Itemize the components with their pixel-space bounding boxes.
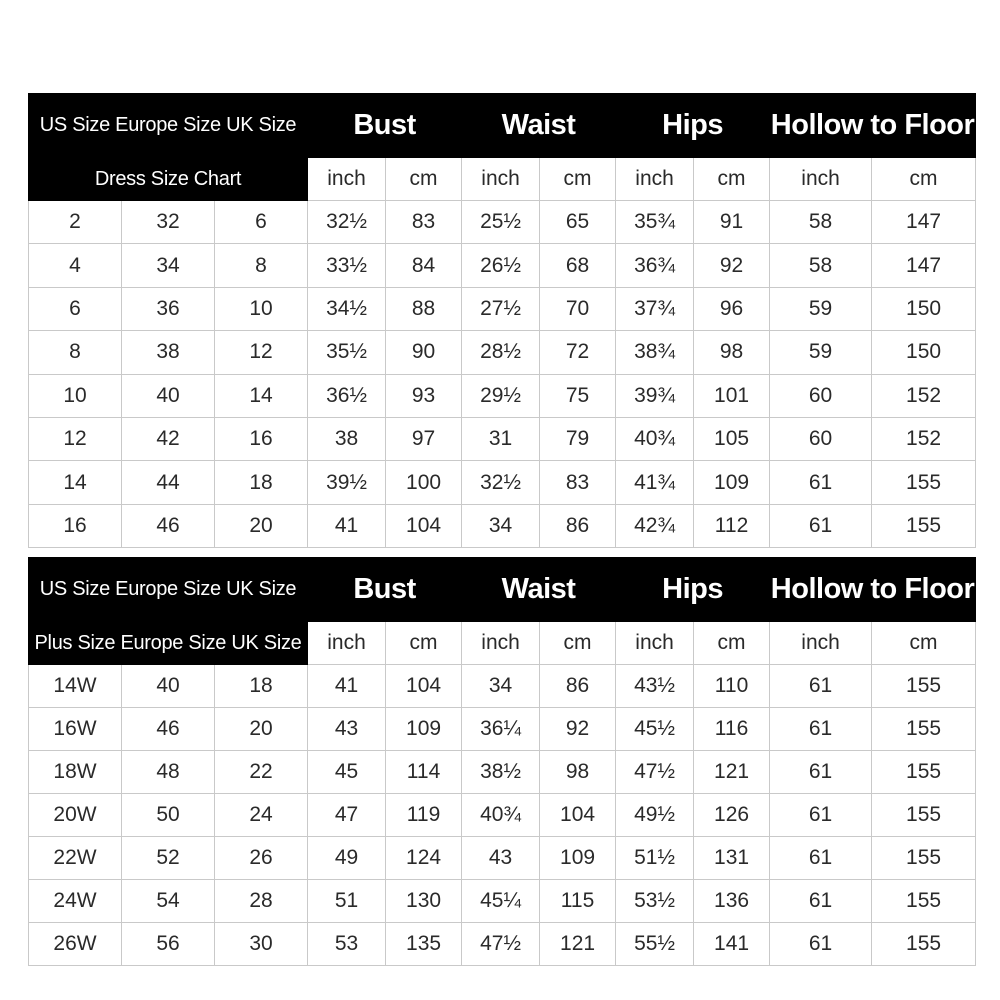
- table-cell: 24W: [29, 880, 122, 923]
- table-cell: 26: [215, 837, 308, 880]
- unit-cell: inch: [462, 158, 540, 201]
- table-cell: 40: [122, 374, 215, 417]
- table-row: [29, 461, 976, 504]
- table-cell: 121: [540, 923, 616, 966]
- table-cell: 61: [770, 751, 872, 794]
- hollow-to-floor-header: Hollow to Floor: [770, 558, 976, 622]
- table-cell: 155: [872, 665, 976, 708]
- chart-sub-label: Dress Size Chart: [29, 158, 308, 201]
- table-cell: 68: [540, 244, 616, 287]
- table-cell: 40¾: [616, 417, 694, 460]
- table-cell: 61: [770, 837, 872, 880]
- table-row: [29, 837, 976, 880]
- table-cell: 97: [386, 417, 462, 460]
- table-cell: 98: [540, 751, 616, 794]
- table-cell: 104: [540, 794, 616, 837]
- table-cell: 121: [694, 751, 770, 794]
- table-cell: 53: [308, 923, 386, 966]
- table-cell: 40: [122, 665, 215, 708]
- table-cell: 61: [770, 708, 872, 751]
- unit-cell: cm: [694, 158, 770, 201]
- table-cell: 37¾: [616, 287, 694, 330]
- table-cell: 4: [29, 244, 122, 287]
- table-cell: 70: [540, 287, 616, 330]
- table-cell: 98: [694, 331, 770, 374]
- table-cell: 38½: [462, 751, 540, 794]
- table-cell: 60: [770, 417, 872, 460]
- table-cell: 34: [122, 244, 215, 287]
- table-cell: 31: [462, 417, 540, 460]
- table-row: [29, 244, 976, 287]
- table-cell: 155: [872, 880, 976, 923]
- table-cell: 46: [122, 504, 215, 547]
- chart-sub-label: Plus Size Europe Size UK Size: [29, 622, 308, 665]
- table-cell: 38¾: [616, 331, 694, 374]
- table-cell: 92: [694, 244, 770, 287]
- table-cell: 131: [694, 837, 770, 880]
- table-cell: 12: [215, 331, 308, 374]
- table-cell: 55½: [616, 923, 694, 966]
- table-row: [29, 504, 976, 547]
- table-cell: 47: [308, 794, 386, 837]
- table-cell: 46: [122, 708, 215, 751]
- hips-header: Hips: [616, 94, 770, 158]
- table-cell: 155: [872, 504, 976, 547]
- table-cell: 25½: [462, 201, 540, 244]
- table-cell: 38: [308, 417, 386, 460]
- table-cell: 6: [29, 287, 122, 330]
- table-cell: 20: [215, 708, 308, 751]
- table-cell: 72: [540, 331, 616, 374]
- table-cell: 33½: [308, 244, 386, 287]
- bust-header: Bust: [308, 94, 462, 158]
- table-cell: 14W: [29, 665, 122, 708]
- table-cell: 155: [872, 751, 976, 794]
- table-cell: 44: [122, 461, 215, 504]
- table-cell: 6: [215, 201, 308, 244]
- hips-header: Hips: [616, 558, 770, 622]
- unit-cell: inch: [308, 158, 386, 201]
- table-cell: 26W: [29, 923, 122, 966]
- table-cell: 83: [540, 461, 616, 504]
- table-cell: 52: [122, 837, 215, 880]
- table-row: [29, 331, 976, 374]
- unit-cell: cm: [872, 158, 976, 201]
- table-cell: 92: [540, 708, 616, 751]
- table-cell: 22W: [29, 837, 122, 880]
- table-row: [29, 751, 976, 794]
- table-cell: 155: [872, 794, 976, 837]
- table-cell: 150: [872, 287, 976, 330]
- table-cell: 58: [770, 244, 872, 287]
- table-cell: 20W: [29, 794, 122, 837]
- table-cell: 110: [694, 665, 770, 708]
- table-cell: 101: [694, 374, 770, 417]
- table-row: [29, 665, 976, 708]
- table-cell: 43: [462, 837, 540, 880]
- bust-header: Bust: [308, 558, 462, 622]
- table-cell: 28: [215, 880, 308, 923]
- unit-cell: cm: [872, 622, 976, 665]
- unit-cell: inch: [616, 622, 694, 665]
- table-cell: 83: [386, 201, 462, 244]
- table-cell: 61: [770, 665, 872, 708]
- table-cell: 29½: [462, 374, 540, 417]
- table-cell: 34: [462, 665, 540, 708]
- table-cell: 36¾: [616, 244, 694, 287]
- table-cell: 155: [872, 461, 976, 504]
- table-cell: 60: [770, 374, 872, 417]
- table-cell: 24: [215, 794, 308, 837]
- table-cell: 27½: [462, 287, 540, 330]
- plus-size-chart-table: [28, 557, 976, 966]
- table-cell: 147: [872, 244, 976, 287]
- unit-cell: inch: [770, 622, 872, 665]
- table-cell: 152: [872, 374, 976, 417]
- table-cell: 8: [215, 244, 308, 287]
- table-cell: 12: [29, 417, 122, 460]
- table-cell: 20: [215, 504, 308, 547]
- table-cell: 56: [122, 923, 215, 966]
- waist-header: Waist: [462, 558, 616, 622]
- table-cell: 39¾: [616, 374, 694, 417]
- table-cell: 36: [122, 287, 215, 330]
- table-cell: 45¼: [462, 880, 540, 923]
- table-cell: 53½: [616, 880, 694, 923]
- size-system-label: US Size Europe Size UK Size: [29, 94, 308, 158]
- table-row: [29, 794, 976, 837]
- table-cell: 152: [872, 417, 976, 460]
- table-cell: 47½: [616, 751, 694, 794]
- table-cell: 86: [540, 504, 616, 547]
- table-cell: 84: [386, 244, 462, 287]
- table-cell: 32: [122, 201, 215, 244]
- table-row: [29, 417, 976, 460]
- table-cell: 16W: [29, 708, 122, 751]
- table-cell: 150: [872, 331, 976, 374]
- table-cell: 135: [386, 923, 462, 966]
- table-cell: 100: [386, 461, 462, 504]
- table-cell: 10: [215, 287, 308, 330]
- table-cell: 47½: [462, 923, 540, 966]
- table-cell: 65: [540, 201, 616, 244]
- table-row: [29, 201, 976, 244]
- table-cell: 109: [386, 708, 462, 751]
- table-cell: 104: [386, 665, 462, 708]
- table-cell: 41: [308, 665, 386, 708]
- table-cell: 22: [215, 751, 308, 794]
- table-row: [29, 374, 976, 417]
- table-cell: 91: [694, 201, 770, 244]
- table-cell: 18: [215, 665, 308, 708]
- unit-cell: inch: [308, 622, 386, 665]
- table-cell: 28½: [462, 331, 540, 374]
- unit-cell: cm: [540, 622, 616, 665]
- unit-cell: cm: [540, 158, 616, 201]
- table-cell: 41: [308, 504, 386, 547]
- table-cell: 93: [386, 374, 462, 417]
- table-cell: 105: [694, 417, 770, 460]
- table-cell: 155: [872, 837, 976, 880]
- table-cell: 147: [872, 201, 976, 244]
- table-cell: 116: [694, 708, 770, 751]
- table-cell: 49½: [616, 794, 694, 837]
- table-cell: 35½: [308, 331, 386, 374]
- table-row: [29, 287, 976, 330]
- dress-size-chart-table: [28, 93, 976, 548]
- table-cell: 34: [462, 504, 540, 547]
- unit-cell: cm: [694, 622, 770, 665]
- table-cell: 119: [386, 794, 462, 837]
- table-cell: 8: [29, 331, 122, 374]
- table-cell: 38: [122, 331, 215, 374]
- table-cell: 54: [122, 880, 215, 923]
- table-cell: 45½: [616, 708, 694, 751]
- hollow-to-floor-header: Hollow to Floor: [770, 94, 976, 158]
- unit-cell: cm: [386, 158, 462, 201]
- header-row: [29, 94, 976, 158]
- unit-row: [29, 158, 976, 201]
- table-cell: 61: [770, 461, 872, 504]
- header-row: [29, 558, 976, 622]
- table-cell: 30: [215, 923, 308, 966]
- table-cell: 109: [694, 461, 770, 504]
- table-cell: 126: [694, 794, 770, 837]
- table-cell: 61: [770, 794, 872, 837]
- table-cell: 16: [29, 504, 122, 547]
- table-cell: 50: [122, 794, 215, 837]
- table-cell: 109: [540, 837, 616, 880]
- table-cell: 18W: [29, 751, 122, 794]
- table-cell: 41¾: [616, 461, 694, 504]
- table-cell: 58: [770, 201, 872, 244]
- unit-cell: inch: [616, 158, 694, 201]
- table-cell: 40¾: [462, 794, 540, 837]
- table-cell: 32½: [308, 201, 386, 244]
- table-cell: 14: [29, 461, 122, 504]
- table-cell: 86: [540, 665, 616, 708]
- table-row: [29, 880, 976, 923]
- table-cell: 35¾: [616, 201, 694, 244]
- table-cell: 43: [308, 708, 386, 751]
- waist-header: Waist: [462, 94, 616, 158]
- table-cell: 115: [540, 880, 616, 923]
- table-cell: 61: [770, 923, 872, 966]
- table-cell: 16: [215, 417, 308, 460]
- table-cell: 51: [308, 880, 386, 923]
- table-cell: 36½: [308, 374, 386, 417]
- table-cell: 14: [215, 374, 308, 417]
- table-cell: 48: [122, 751, 215, 794]
- table-cell: 96: [694, 287, 770, 330]
- table-cell: 155: [872, 923, 976, 966]
- table-cell: 79: [540, 417, 616, 460]
- table-cell: 43½: [616, 665, 694, 708]
- table-cell: 59: [770, 331, 872, 374]
- table-cell: 18: [215, 461, 308, 504]
- table-cell: 10: [29, 374, 122, 417]
- table-cell: 45: [308, 751, 386, 794]
- table-cell: 2: [29, 201, 122, 244]
- table-cell: 61: [770, 504, 872, 547]
- size-system-label: US Size Europe Size UK Size: [29, 558, 308, 622]
- table-cell: 124: [386, 837, 462, 880]
- table-cell: 136: [694, 880, 770, 923]
- table-cell: 61: [770, 880, 872, 923]
- table-cell: 130: [386, 880, 462, 923]
- table-cell: 49: [308, 837, 386, 880]
- table-cell: 32½: [462, 461, 540, 504]
- table-cell: 26½: [462, 244, 540, 287]
- table-cell: 51½: [616, 837, 694, 880]
- table-cell: 141: [694, 923, 770, 966]
- table-cell: 39½: [308, 461, 386, 504]
- unit-cell: inch: [770, 158, 872, 201]
- unit-row: [29, 622, 976, 665]
- table-cell: 90: [386, 331, 462, 374]
- unit-cell: inch: [462, 622, 540, 665]
- table-cell: 42: [122, 417, 215, 460]
- table-cell: 36¼: [462, 708, 540, 751]
- table-cell: 104: [386, 504, 462, 547]
- table-row: [29, 708, 976, 751]
- table-cell: 59: [770, 287, 872, 330]
- table-cell: 112: [694, 504, 770, 547]
- table-row: [29, 923, 976, 966]
- table-cell: 88: [386, 287, 462, 330]
- table-cell: 42¾: [616, 504, 694, 547]
- unit-cell: cm: [386, 622, 462, 665]
- table-cell: 155: [872, 708, 976, 751]
- table-cell: 114: [386, 751, 462, 794]
- table-cell: 34½: [308, 287, 386, 330]
- table-cell: 75: [540, 374, 616, 417]
